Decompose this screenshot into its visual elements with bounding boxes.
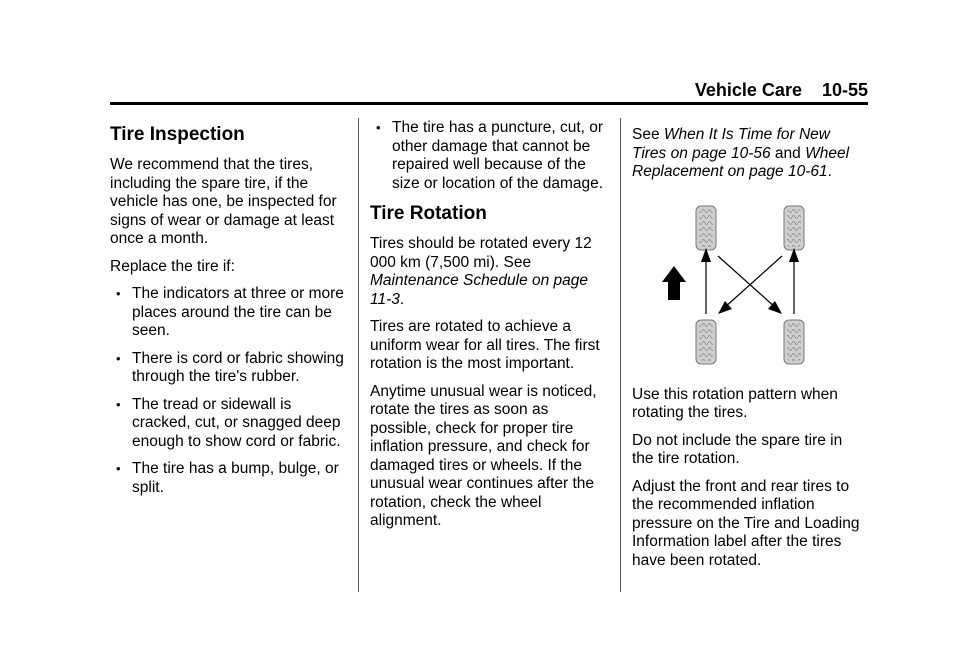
list-item: • The tire has a puncture, cut, or other damage that cannot be repaired well because of the size or location of the damage. [370,119,610,193]
column-divider-2 [620,118,621,592]
paragraph: Anytime unusual wear is noticed, rotate the tires as soon as possible, check for proper tire inflation pressure, and check for damaged tires or wheels. If the unusual wear continues after the rotation, check the wheel alignment. [370,382,597,529]
paragraph: We recommend that the tires, including the spare tire, if the vehicle has one, be inspected for signs of wear or damage at least once a month. [110,156,337,247]
paragraph: Adjust the front and rear tires to the recommended inflation pressure on the Tire and Loading Information label after the tires have been rotated. [632,477,860,569]
rotation-arrow-right-up-icon [789,248,799,314]
cross-reference-link[interactable]: Maintenance Schedule on page 11-3 [370,272,589,308]
list-item: • The tread or sidewall is cracked, cut, or snagged deep enough to show cord or fabric. [110,396,346,452]
list-item: • The tire has a bump, bulge, or split. [110,460,346,497]
forward-direction-arrow-icon [662,266,686,300]
header-title: Vehicle Care 10-55 [694,80,868,100]
list-item: • The indicators at three or more places around the tire can be seen. [110,285,346,341]
column-1 [110,124,346,506]
header-rule [110,102,868,105]
bullet-list [110,285,346,497]
section-heading-tire-inspection: Tire Inspection [110,124,245,145]
bullet-list [370,119,610,193]
paragraph: Tires should be rotated every 12 000 km (7,500 mi). See Maintenance Schedule on page 11-3. [370,235,592,308]
cross-reference-link[interactable]: When It Is Time for New Tires on page 10-56 [632,126,830,162]
tire-rear-left [696,320,716,364]
paragraph: Use this rotation pattern when rotating the tires. [632,385,838,421]
column-3 [632,126,868,579]
list-item: • There is cord or fabric showing through the tire's rubber. [110,350,346,387]
paragraph: Tires are rotated to achieve a uniform wear for all tires. The first rotation is the most important. [370,318,600,372]
column-divider-1 [358,118,359,592]
tire-rotation-diagram [660,196,840,372]
section-heading-tire-rotation: Tire Rotation [370,203,487,224]
tire-front-right [784,206,804,250]
paragraph: See When It Is Time for New Tires on page 10-56 and Wheel Replacement on page 10-61. [632,126,850,180]
tire-rear-right [784,320,804,364]
page-header [110,80,868,102]
column-2 [370,119,610,540]
tire-front-left [696,206,716,250]
paragraph: Replace the tire if: [110,257,235,275]
paragraph: Do not include the spare tire in the tire rotation. [632,431,843,467]
rotation-arrow-left-up-icon [701,248,711,314]
cross-reference-link[interactable]: Wheel Replacement on page 10-61 [632,144,850,180]
